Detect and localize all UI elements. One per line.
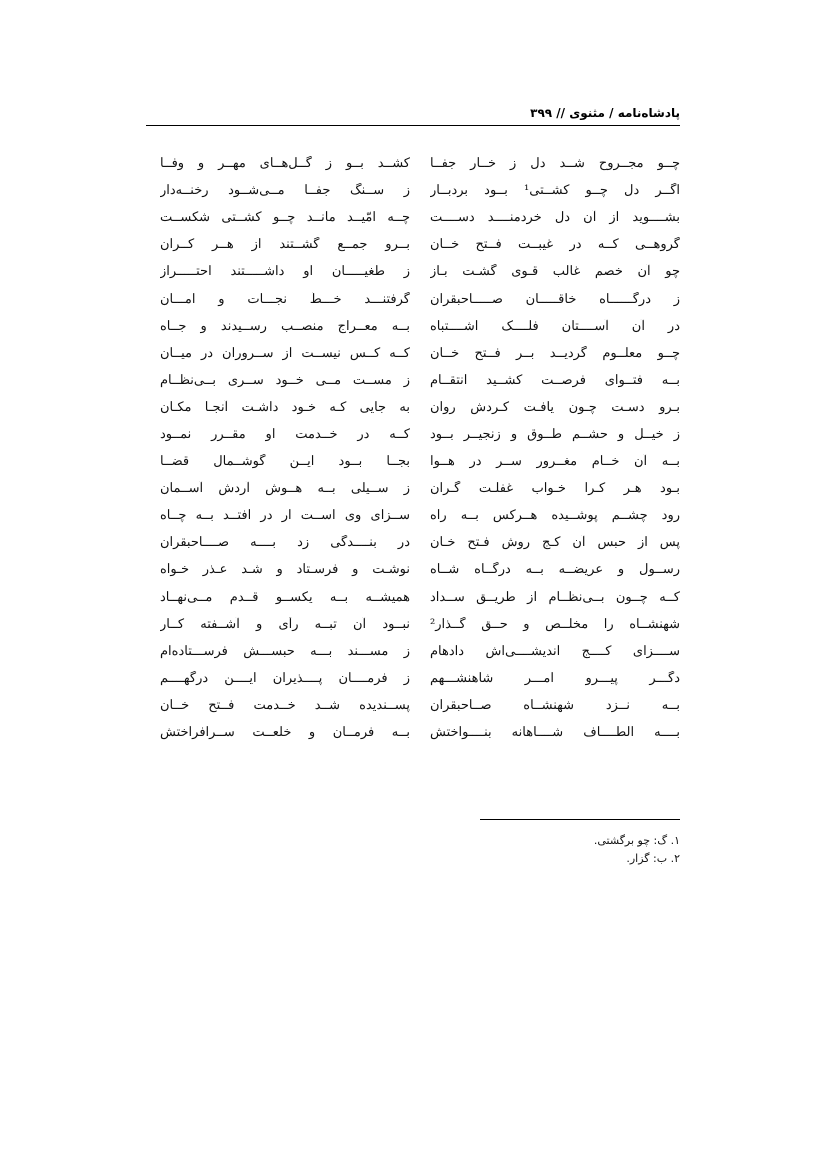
hemistich-left: در بنــــدگی زد بــــه صــــاحبقران bbox=[160, 535, 410, 551]
couplet bbox=[160, 394, 680, 421]
hemistich-left: ز فرمــــان پــــذیران ایــــن درگهــــم bbox=[160, 670, 410, 686]
hemistich-right: دگـــر پیـــرو امـــر شاهنشـــهم bbox=[430, 670, 680, 686]
couplet bbox=[160, 611, 680, 638]
couplet bbox=[160, 638, 680, 665]
hemistich-right: بــه فتــوای فرصــت کشــید انتقــام bbox=[430, 372, 680, 388]
hemistich-right: بــه آن خــام مغــرور ســر در هــوا bbox=[430, 454, 680, 470]
couplet bbox=[160, 584, 680, 611]
couplet bbox=[160, 556, 680, 583]
hemistich-left: نوشـت و فرسـتاد و شـد عـذر خـواه bbox=[160, 562, 410, 578]
couplet bbox=[160, 475, 680, 502]
hemistich-right: چــو معلــوم گردیــد بــر فــتح خــان bbox=[430, 345, 680, 361]
hemistich-right: ز خیــل و حشــم طــوق و زنجیــر بــود bbox=[430, 426, 680, 442]
couplet bbox=[160, 177, 680, 204]
hemistich-left: بــه فرمــان و خلعــت ســرافراختش bbox=[160, 725, 410, 741]
couplet bbox=[160, 340, 680, 367]
hemistich-right: پس از حبس آن کـج روش فـتح خـان bbox=[430, 535, 680, 551]
couplet bbox=[160, 448, 680, 475]
hemistich-right: گروهــی کــه در غیبــت فــتح خــان bbox=[430, 237, 680, 253]
hemistich-right: در آن آســــتان فلــــک اشــــتباه bbox=[430, 318, 680, 334]
hemistich-left: کــه کــس نیســت از ســروران در میــان bbox=[160, 345, 410, 361]
hemistich-left: بجــا بــود ایــن گوشــمال قضــا bbox=[160, 454, 410, 470]
hemistich-left: بــه معــراج منصــب رســیدند و جــاه bbox=[160, 318, 410, 334]
couplet bbox=[160, 313, 680, 340]
hemistich-right: رســول و عریضــه بــه درگــاه شــاه bbox=[430, 562, 680, 578]
hemistich-left: ز ســیلی بــه هــوش آردش آســمان bbox=[160, 481, 410, 497]
hemistich-right: بــه نــزد شهنشــاه صــاحبقران bbox=[430, 697, 680, 713]
hemistich-left: کــه در خــدمت او مقــرر نمــود bbox=[160, 426, 410, 442]
hemistich-right: چو آن خصم غالب قـوی گشـت بـاز bbox=[430, 264, 680, 280]
hemistich-right: بـرو دسـت چـون یافـت کـردش روان bbox=[430, 399, 680, 415]
couplet bbox=[160, 150, 680, 177]
hemistich-right: چــو مجــروح شــد دل ز خــار جفــا bbox=[430, 156, 680, 172]
hemistich-left: ز طغیـــــان او داشـــــتند احتـــــراز bbox=[160, 264, 410, 280]
hemistich-left: ز ســنگ جفــا مــی‌شــود رخنــه‌دار bbox=[160, 183, 410, 199]
hemistich-left: نبــود آن تبــه رأی و آشــفته کــار bbox=[160, 616, 410, 632]
hemistich-right: بـود هـر کـرا خـواب غفلـت گـران bbox=[430, 481, 680, 497]
hemistich-left: کشــد بــو ز گــل‌هــای مهــر و وفــا bbox=[160, 156, 410, 172]
header-rule bbox=[146, 125, 680, 126]
hemistich-right: ز درگــــــاه خاقـــــان صـــــاحبقران bbox=[430, 291, 680, 307]
hemistich-left: همیشــه بــه یکســو قــدم مــی‌نهــاد bbox=[160, 589, 410, 605]
couplet bbox=[160, 692, 680, 719]
running-header: پادشاه‌نامه / مثنوی // ۳۹۹ bbox=[530, 106, 680, 120]
couplet bbox=[160, 502, 680, 529]
couplet bbox=[160, 665, 680, 692]
footnote-2: ۲. ب: گزار. bbox=[626, 852, 680, 865]
hemistich-left: ز مســت مــی خــود ســری بــی‌نظــام bbox=[160, 372, 410, 388]
hemistich-right: رود چشــم پوشــیده هــرکس بــه راه bbox=[430, 508, 680, 524]
hemistich-left: ز مســـند بـــه حبســـش فرســـتاده‌ام bbox=[160, 643, 410, 659]
couplet bbox=[160, 231, 680, 258]
couplet bbox=[160, 421, 680, 448]
hemistich-left: به جایی کـه خـود داشـت آنجـا مکـان bbox=[160, 399, 410, 415]
hemistich-right: بــــه الطــــاف شــــاهانه بنــــواختش bbox=[430, 725, 680, 741]
couplet bbox=[160, 258, 680, 285]
footnote-rule bbox=[480, 819, 680, 820]
footnotes bbox=[280, 832, 680, 868]
hemistich-left: چــه امّیــد مانــد چــو کشــتی شکســت bbox=[160, 210, 410, 226]
hemistich-right: بشــــوید از آن دل خردمنــــد دســــت bbox=[430, 210, 680, 226]
footnote-1: ۱. گ: چو برگشتی. bbox=[593, 834, 680, 847]
hemistich-right: اگــر دل چــو کشــتی¹ بــود بردبــار bbox=[430, 183, 680, 199]
hemistich-left: بــرو جمــع گشــتند از هــر کــران bbox=[160, 237, 410, 253]
hemistich-right: کــه چــون بــی‌نظــام از طریــق ســداد bbox=[430, 589, 680, 605]
hemistich-right: شهنشــاه را مخلــص و حــق گــذار² bbox=[430, 616, 680, 632]
couplet bbox=[160, 719, 680, 746]
couplet bbox=[160, 285, 680, 312]
hemistich-left: پســندیده شــد خــدمت فــتح خــان bbox=[160, 697, 410, 713]
poem-body bbox=[160, 150, 680, 746]
hemistich-left: گرفتنـــد خـــطّ نجـــات و امـــان bbox=[160, 291, 410, 307]
couplet bbox=[160, 204, 680, 231]
hemistich-right: ســــزای کــــج اندیشــــی‌اش دادهام bbox=[430, 643, 680, 659]
hemistich-left: ســزای وی اســت ار در افتــد بــه چــاه bbox=[160, 508, 410, 524]
couplet bbox=[160, 529, 680, 556]
couplet bbox=[160, 367, 680, 394]
